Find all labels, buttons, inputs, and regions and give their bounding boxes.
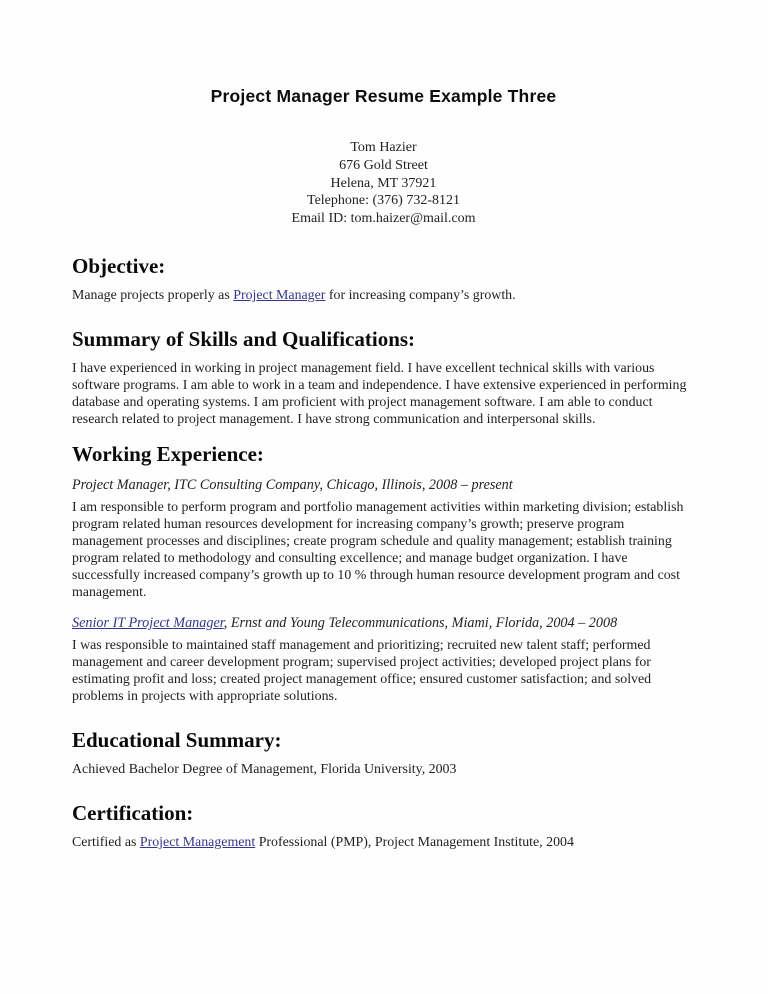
page-title: Project Manager Resume Example Three: [210, 86, 557, 106]
contact-block: [72, 139, 695, 228]
objective-text: [72, 287, 695, 304]
job-title-line-2: [72, 615, 695, 632]
contact-street: 676 Gold Street: [339, 157, 428, 173]
certification-heading: Certification:: [72, 800, 194, 825]
contact-telephone: Telephone: (376) 732-8121: [307, 193, 460, 209]
section-certification: [72, 800, 695, 851]
certification-text: [72, 834, 695, 851]
section-objective: [72, 253, 695, 304]
summary-text: I have experienced in working in project management field. I have excellent technical skills with various software programs. I am able to work in a team and independence. I have extensive experienced in performing database and operating systems. I am proficient with project management software. I am able to conduct research related to project management. I have strong communication and interpersonal skills.: [72, 360, 687, 427]
project-management-link[interactable]: Project Management: [139, 834, 256, 850]
section-summary: [72, 326, 695, 428]
objective-text-after: for increasing company’s growth.: [325, 287, 516, 303]
senior-it-project-manager-link[interactable]: Senior IT Project Manager: [72, 614, 224, 631]
summary-heading: Summary of Skills and Qualifications:: [72, 326, 416, 351]
job-title-line-1: Project Manager, ITC Consulting Company, Chicago, Illinois, 2008 – present: [72, 476, 513, 493]
contact-name: Tom Hazier: [350, 140, 417, 155]
job-description-2: I was responsible to maintained staff management and prioritizing; recruited new talent staff; performed management and career development program; supervised project activities; developed project plans for estimating profit and loss; created project management office; ensured customer satisfaction; and solved problems in projects with appropriate solutions.: [72, 637, 652, 704]
objective-heading: Objective:: [72, 253, 166, 278]
contact-email: Email ID: tom.haizer@mail.com: [291, 211, 476, 227]
job-title-2-rest: , Ernst and Young Telecommunications, Miami, Florida, 2004 – 2008: [223, 614, 618, 631]
objective-text-before: Manage projects properly as: [72, 287, 234, 303]
certification-text-after: Professional (PMP), Project Management Institute, 2004: [255, 834, 574, 850]
section-education: [72, 727, 695, 778]
project-manager-link[interactable]: Project Manager: [233, 287, 326, 303]
contact-city-state-zip: Helena, MT 37921: [330, 175, 437, 191]
job-description-1: I am responsible to perform program and portfolio management activities within marketing division; establish program related human resources development for increasing company’s growth; preserve program management processes and disciplines; create program schedule and quality management; establish training program related to methodology and consulting excellence; and manage budget organization. I have successfully increased company’s growth up to 10 % through human resource development program and cost management.: [72, 499, 684, 600]
education-heading: Educational Summary:: [72, 727, 282, 752]
education-text: Achieved Bachelor Degree of Management, Florida University, 2003: [72, 761, 457, 777]
section-working-experience: [72, 441, 695, 705]
working-experience-heading: Working Experience:: [72, 441, 264, 466]
certification-text-before: Certified as: [72, 834, 140, 850]
